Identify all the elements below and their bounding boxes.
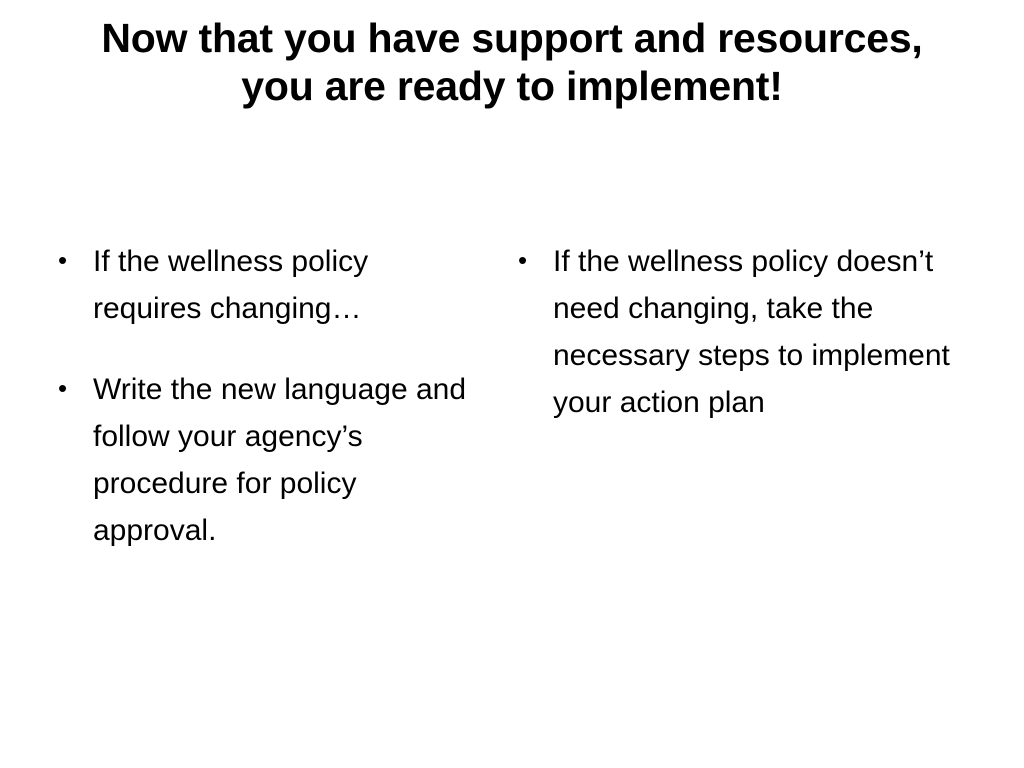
list-item-text: If the wellness policy doesn’t need changing, take the necessary steps to implement your action plan bbox=[553, 245, 950, 420]
slide-body bbox=[0, 238, 1024, 555]
list-item-text: If the wellness policy requires changing… bbox=[93, 245, 369, 326]
page-title: Now that you have support and resources, you are ready to implement! bbox=[101, 15, 923, 110]
bullet-column-right bbox=[492, 238, 1024, 426]
bullet-point-icon: • bbox=[58, 245, 68, 275]
bullet-point-icon: • bbox=[58, 373, 68, 404]
list-item bbox=[518, 238, 984, 426]
list-item-text: Write the new language and follow your agency’s procedure for policy approval. bbox=[93, 373, 467, 548]
bullet-point-icon: • bbox=[518, 245, 528, 275]
list-item bbox=[58, 366, 474, 554]
list-item bbox=[58, 238, 474, 332]
bullet-column-left bbox=[0, 238, 492, 555]
